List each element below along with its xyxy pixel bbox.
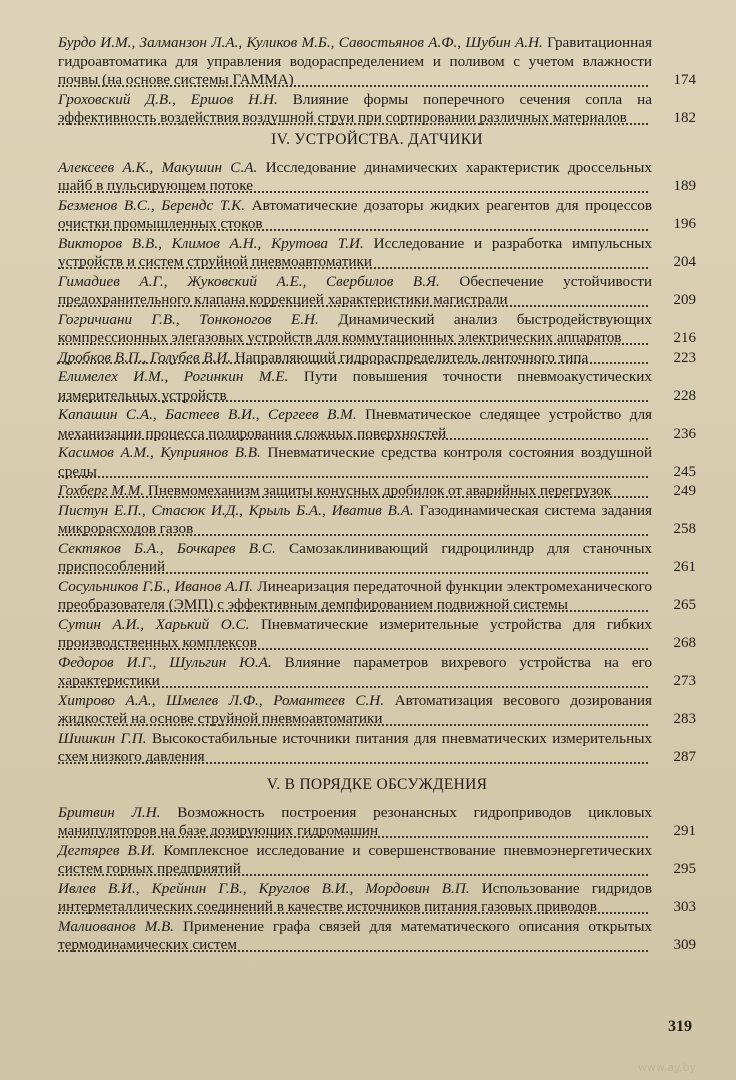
page-number: 319 (668, 1018, 692, 1035)
toc-entry-authors: Хитрово А.А., Шмелев Л.Ф., Романтеев С.Н. (58, 691, 385, 709)
toc-entry-page: 174 (673, 72, 696, 88)
toc-entry-title: Газодинамическая система задания микрорасходов газов (58, 501, 653, 537)
toc-entry (58, 804, 696, 838)
toc-entry (58, 444, 696, 478)
toc-entry (58, 349, 696, 365)
toc-entry-title: Исследование и разработка импульсных устройств и систем струйной пневмоавтоматики (58, 234, 653, 270)
toc-entry-title: Обеспечение устойчивости предохранительного клапана коррекцией характеристики магистрали (58, 272, 652, 308)
toc-entry-page: 261 (673, 559, 696, 575)
toc-entry (58, 368, 696, 402)
toc-entry-authors: Гимадиев А.Г., Жуковский А.Е., Свербилов В.Я. (58, 272, 440, 290)
toc-entry-authors: Бритвин Л.Н. (58, 803, 161, 821)
toc-entry-page: 236 (673, 425, 696, 442)
toc-entry-authors: Гроховский Д.В., Ершов Н.Н. (58, 90, 278, 108)
toc-entry-authors: Дробков В.П., Голубев В.И. (58, 348, 232, 366)
toc-entry-authors: Сутин А.И., Харький О.С. (58, 615, 250, 633)
toc-entry-page: 265 (673, 597, 696, 613)
toc-entry (58, 273, 696, 307)
toc-entry-text (58, 311, 696, 348)
toc-entry (58, 842, 696, 876)
toc-entry (58, 197, 696, 231)
toc-entry-title: Пневматические измерительные устройства для гибких производственных комплексов (58, 615, 653, 651)
toc-entry-title: Возможность построения резонансных гидроприводов цикловых манипуляторов на базе дозирующих гидромашин (58, 803, 652, 839)
toc-entry (58, 616, 696, 650)
toc-entry-page: 249 (673, 483, 696, 499)
toc-entry (58, 34, 696, 87)
toc-entry-page: 287 (673, 749, 696, 765)
toc-entry-authors: Елимелех И.М., Рогинкин М.Е. (58, 368, 289, 385)
toc-entry-authors: Шишкин Г.П. (58, 729, 147, 747)
toc-entry-title: Пути повышения точности пневмоакустических измерительных устройств (58, 368, 652, 404)
toc-entry-authors: Малиованов М.В. (58, 917, 175, 935)
toc-entry (58, 235, 696, 269)
toc-entry-authors: Викторов В.В., Климов А.Н., Крутова Т.И. (58, 234, 364, 252)
section-title-v: V. В ПОРЯДКЕ ОБСУЖДЕНИЯ (266, 775, 488, 793)
toc-entry-authors: Гогричиани Г.В., Тонконогов Е.Н. (58, 310, 319, 328)
toc-entry-page: 273 (673, 673, 696, 689)
toc-entry-title: Применение графа связей для математического описания открытых термодинамических систем (58, 917, 653, 953)
toc-entry (58, 692, 696, 726)
toc-entry-page: 196 (673, 216, 696, 232)
toc-entry-title: Гравитационная гидроавтоматика для управления водораспределением и поливом с учетом влажности почвы (на основе системы ГАММА) (58, 34, 652, 88)
toc-entry (58, 730, 696, 764)
toc-entry (58, 502, 696, 536)
toc-entry-page: 204 (673, 254, 696, 270)
toc-entry-title: Пневмомеханизм защиты конусных дробилок от аварийных перегрузок (147, 482, 612, 499)
toc-entry (58, 159, 696, 193)
toc-entry-page: 303 (673, 899, 696, 915)
toc-entry-title: Пневматическое следящее устройство для механизации процесса полирования сложных поверхностей (58, 406, 653, 442)
toc-entry-page: 258 (673, 521, 696, 537)
toc-entry-page: 283 (673, 711, 696, 727)
toc-entry-title: Автоматические дозаторы жидких реагентов для процессов очистки промышленных стоков (58, 196, 652, 232)
toc-entry-page: 189 (673, 178, 696, 194)
entries-section-v (58, 804, 696, 952)
toc-entry-authors: Федоров И.Г., Шульгин Ю.А. (58, 653, 272, 671)
toc-entry-authors: Безменов В.С., Берендс Т.К. (58, 196, 246, 214)
toc-entry-title: Автоматизация весового дозирования жидкостей на основе струйной пневмоавтоматики (58, 691, 653, 727)
toc-entry-page: 295 (673, 861, 696, 877)
toc-entry-authors: Касимов А.М., Куприянов В.В. (58, 444, 261, 461)
toc-entry-title: Комплексное исследование и совершенствование пневмоэнергетических систем горных предприятий (58, 841, 653, 877)
toc-entry-text (58, 482, 696, 501)
toc-entry-title: Влияние формы поперечного сечения сопла на эффективность воздействия воздушной струи при сортировании различных материалов (58, 90, 653, 126)
watermark: www.ay.by (637, 1061, 696, 1074)
entries-section-iv (58, 159, 696, 764)
toc-entry (58, 578, 696, 612)
toc-entry-authors: Капашин С.А., Бастеев В.И., Сергеев В.М. (58, 406, 357, 423)
toc-entry (58, 91, 696, 125)
toc-entry (58, 482, 696, 498)
toc-entry (58, 406, 696, 440)
toc-entry-authors: Пистун Е.П., Стасюк И.Д., Крыль Б.А., Иватив В.А. (58, 501, 414, 519)
toc-entry-title: Самозаклинивающий гидроцилиндр для станочных приспособлений (58, 539, 653, 575)
toc-entry-page: 291 (673, 823, 696, 839)
toc-entry-page: 216 (673, 330, 696, 346)
toc-entry-authors: Сосульников Г.Б., Иванов А.П. (58, 577, 254, 595)
toc-entry (58, 918, 696, 952)
toc-entry (58, 880, 696, 914)
section-title-iv: IV. УСТРОЙСТВА. ДАТЧИКИ (271, 130, 483, 148)
toc-entry-page: 268 (673, 635, 696, 651)
toc-entry-page: 245 (673, 463, 696, 480)
toc-entry-title: Использование гидридов интерметаллических соединений в качестве источников питания газовых приводов (58, 879, 652, 915)
toc-entry-authors: Ивлев В.И., Крейнин Г.В., Круглов В.И., Мордовин В.П. (58, 879, 470, 897)
toc-entry-title: Влияние параметров вихревого устройства на его характеристики (58, 653, 653, 689)
toc-entry-page: 223 (673, 349, 696, 366)
toc-entry-authors: Алексеев А.К., Макушин С.А. (58, 158, 258, 176)
toc-entry-title: Исследование динамических характеристик дроссельных шайб в пульсирующем потоке (58, 158, 652, 194)
toc-entry-title: Пневматические средства контроля состояния воздушной среды (58, 444, 652, 480)
toc-entry-authors: Гохберг М.М. (58, 482, 145, 499)
toc-entry-authors: Дегтярев В.И. (58, 841, 156, 859)
toc-entry-page: 182 (673, 110, 696, 126)
toc-entry-title: Высокостабильные источники питания для пневматических измерительных схем низкого давления (58, 729, 652, 765)
toc-entry-page: 228 (673, 387, 696, 404)
toc-entry-title: Линеаризация передаточной функции электромеханического преобразователя (ЭМП) с эффективным демпфированием подвижной системы (58, 577, 652, 613)
toc-entry-text (58, 34, 696, 90)
toc-entry-page: 309 (673, 937, 696, 953)
dot-leader (58, 476, 648, 478)
toc-entry-text (58, 91, 696, 128)
entries-top (58, 34, 696, 125)
toc-entry (58, 654, 696, 688)
toc-entry (58, 311, 696, 345)
toc-entry-title: Направляющий гидрораспределитель ленточного типа (234, 348, 589, 366)
toc-entry-authors: Бурдо И.М., Залманзон Л.А., Куликов М.Б., Савостьянов А.Ф., Шубин А.Н. (58, 34, 543, 51)
toc-entry-authors: Сектяков Б.А., Бочкарев В.С. (58, 539, 276, 557)
toc-entry-page: 209 (673, 292, 696, 308)
toc-entry-title: Динамический анализ быстродействующих компрессионных элегазовых устройств для коммутационных электрических аппаратов (58, 310, 652, 346)
toc-entry (58, 540, 696, 574)
toc-entry-text (58, 349, 696, 368)
